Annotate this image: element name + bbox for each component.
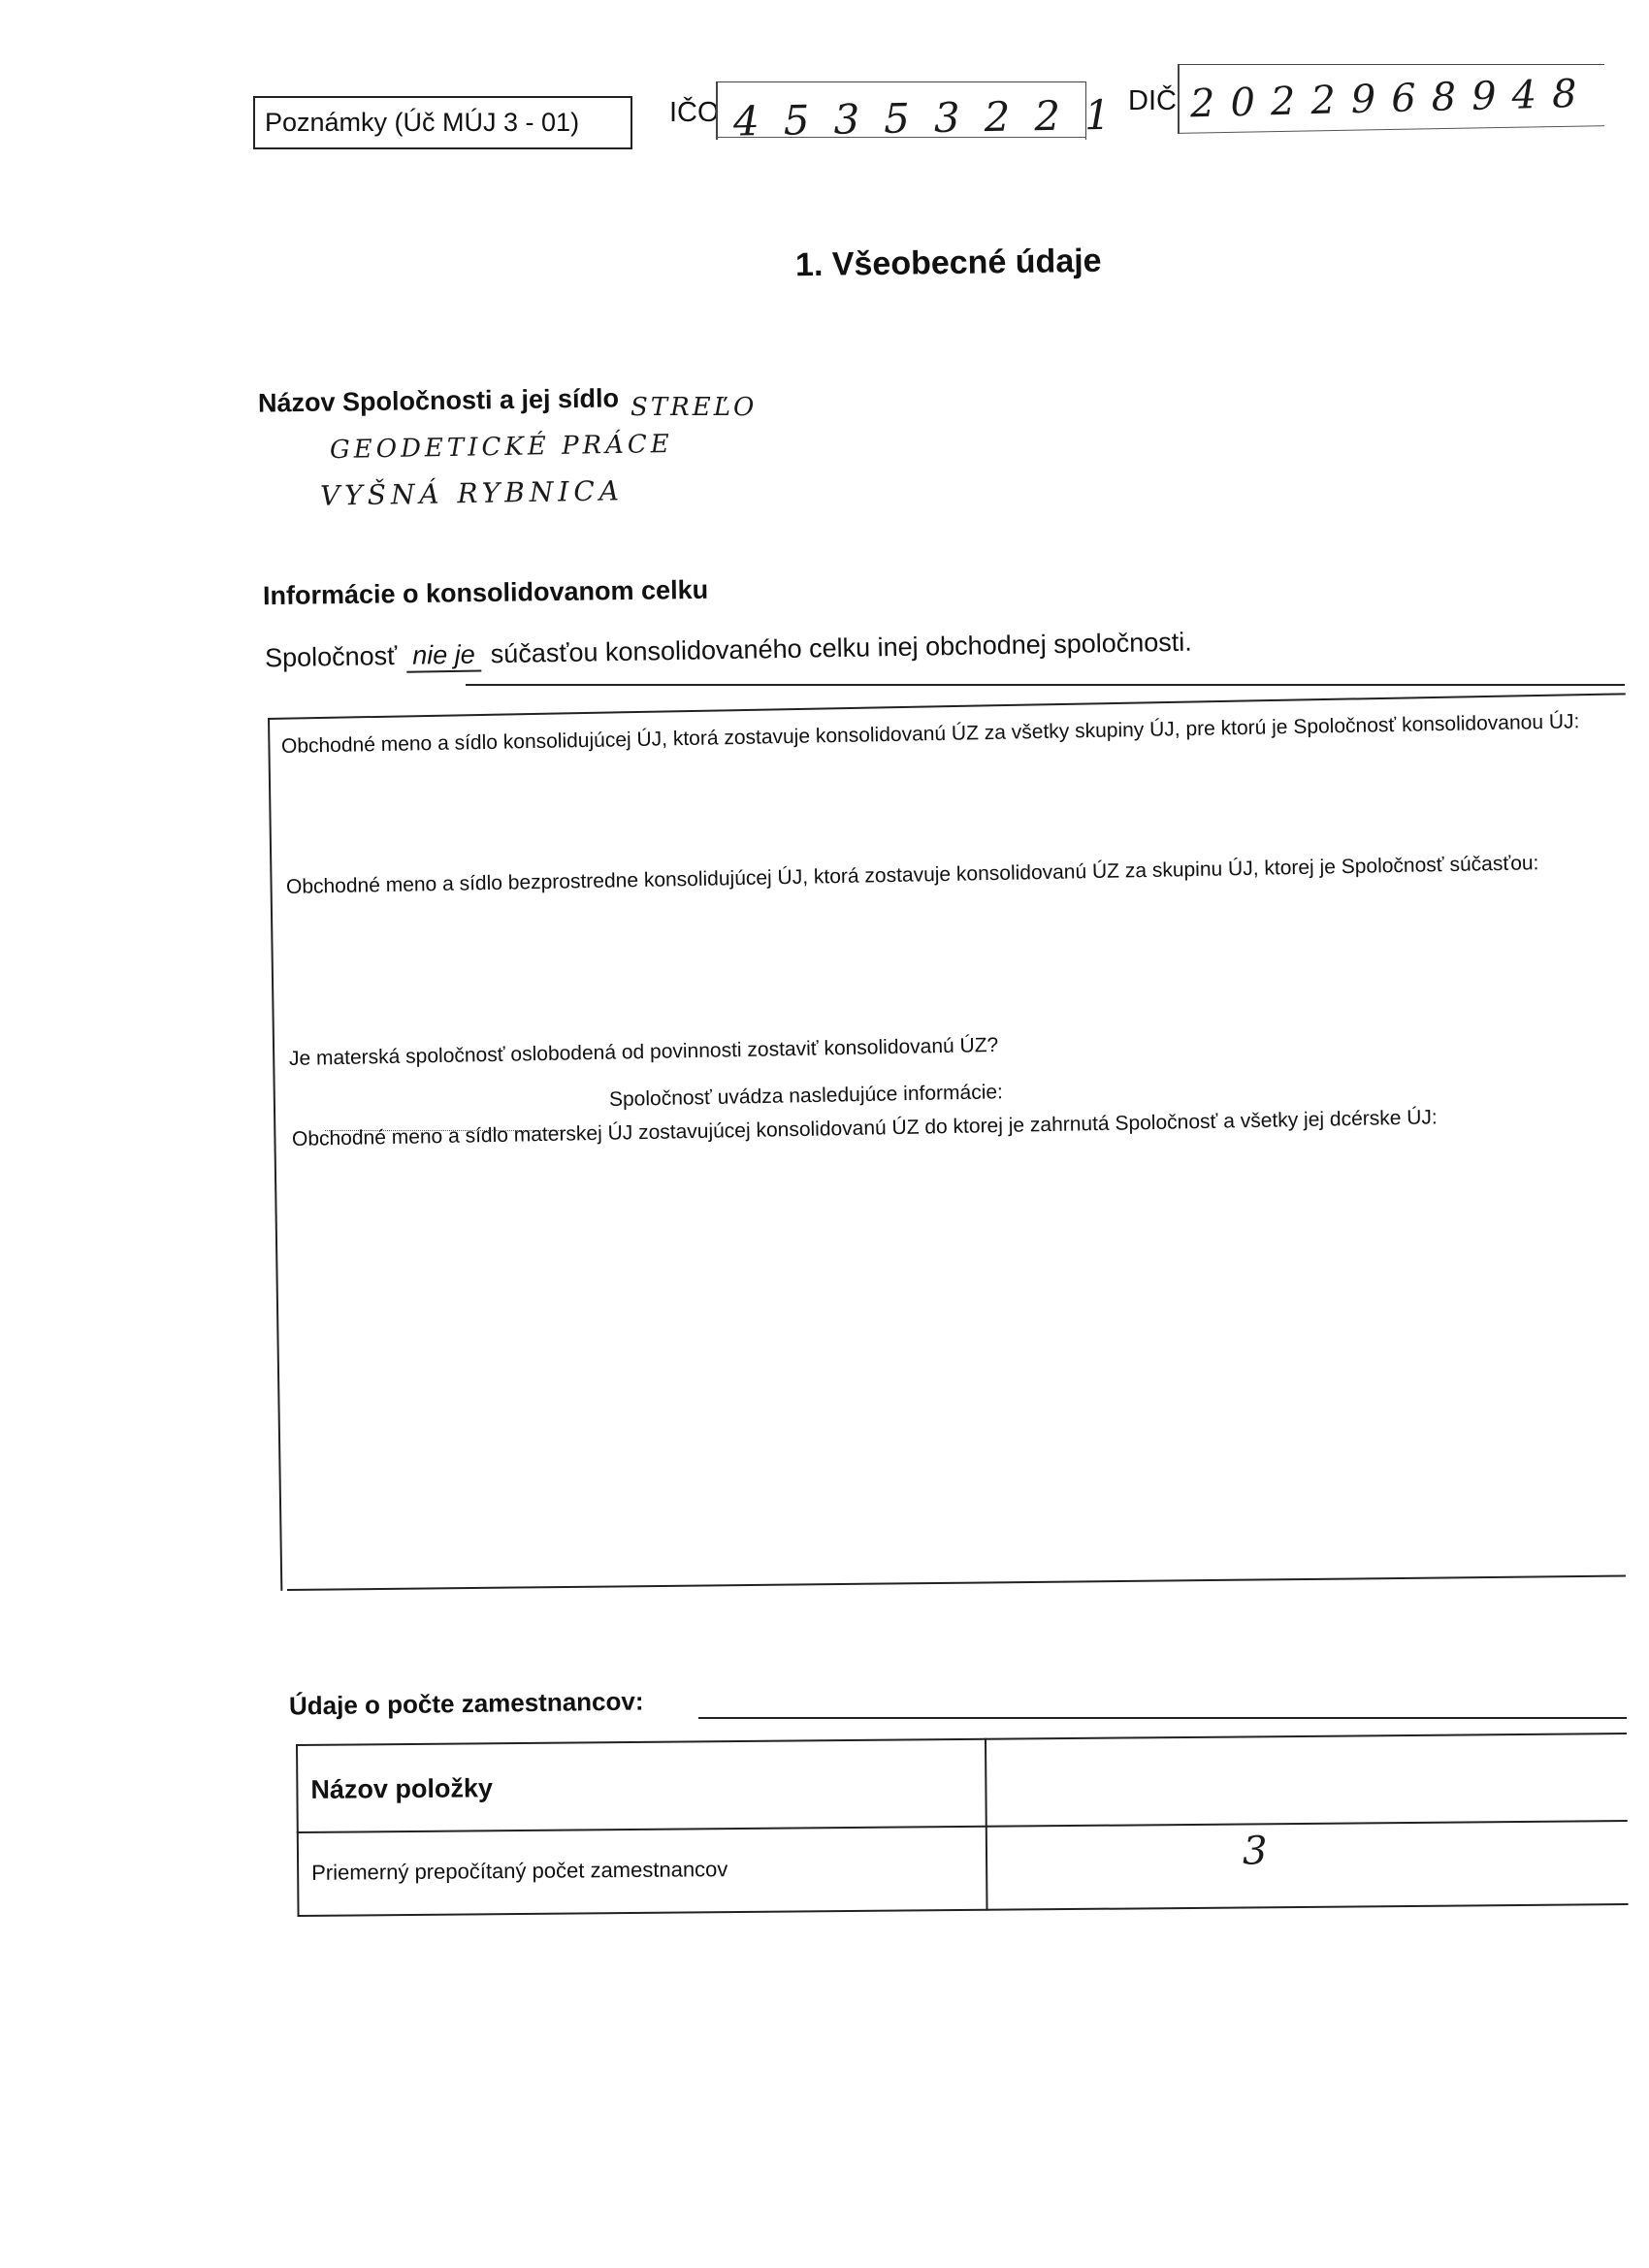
statement-choice[interactable]: nie je [406, 639, 481, 672]
ico-label: IČO [669, 97, 720, 128]
consolidation-statement [265, 628, 1192, 676]
table-border [298, 1903, 1629, 1917]
company-address-handwritten: VYŠNÁ RYBNICA [319, 474, 625, 512]
table-row-value[interactable]: 3 [1242, 1829, 1268, 1874]
employees-heading: Údaje o počte zamestnancov: [288, 1686, 644, 1721]
company-activity-handwritten: GEODETICKÉ PRÁCE [329, 429, 674, 466]
box-left-border [268, 718, 282, 1591]
table-border [296, 1733, 1627, 1746]
consolidating-entity-label: Obchodné meno a sídlo konsolidujúcej ÚJ, ktorá zostavuje konsolidovanú ÚZ za všetky skupiny ÚJ, pre ktorú je Spoločnosť konsolidovanou ÚJ: [280, 710, 1580, 758]
statement-suffix: súčasťou konsolidovaného celku inej obchodnej spoločnosti. [490, 627, 1193, 669]
ico-underline [716, 137, 1086, 138]
box-bottom-border [287, 1575, 1626, 1591]
divider-line [698, 1717, 1627, 1719]
ico-value: 45353221 [732, 90, 1136, 146]
section-title: 1. Všeobecné údaje [794, 242, 1102, 284]
divider-line [466, 684, 1625, 686]
statement-prefix: Spoločnosť [264, 640, 398, 673]
dic-label: DIČ [1128, 85, 1177, 116]
info-statement: Spoločnosť uvádza nasledujúce informácie: [608, 1081, 1004, 1111]
consolidation-box [268, 718, 1626, 1591]
dic-value: 2022968948 [1189, 71, 1594, 127]
table-row-label: Priemerný prepočítaný počet zamestnancov [311, 1857, 728, 1885]
direct-consolidating-entity-label: Obchodné meno a sídlo bezprostredne konsolidujúcej ÚJ, ktorá zostavuje konsolidovanú ÚZ za skupinu ÚJ, ktorej je Spoločnosť súčasťou: [285, 852, 1539, 898]
employees-table [296, 1733, 1629, 1917]
company-heading: Názov Spoločnosti a jej sídlo [257, 383, 620, 418]
parent-entity-label: Obchodné meno a sídlo materskej ÚJ zostavujúcej konsolidovanú ÚZ do ktorej je zahrnutá Spoločnosť a všetky jej dcérske ÚJ: [291, 1106, 1438, 1150]
company-name-handwritten: STREĽO [630, 393, 758, 422]
table-border [297, 1820, 1628, 1833]
exemption-question: Je materská spoločnosť oslobodená od povinnosti zostaviť konsolidovanú ÚZ? [288, 1033, 999, 1070]
consolidation-heading: Informácie o konsolidovanom celku [262, 574, 709, 611]
form-code-box: Poznámky (Úč MÚJ 3 - 01) [253, 96, 632, 149]
table-column-header: Názov položky [310, 1773, 494, 1804]
